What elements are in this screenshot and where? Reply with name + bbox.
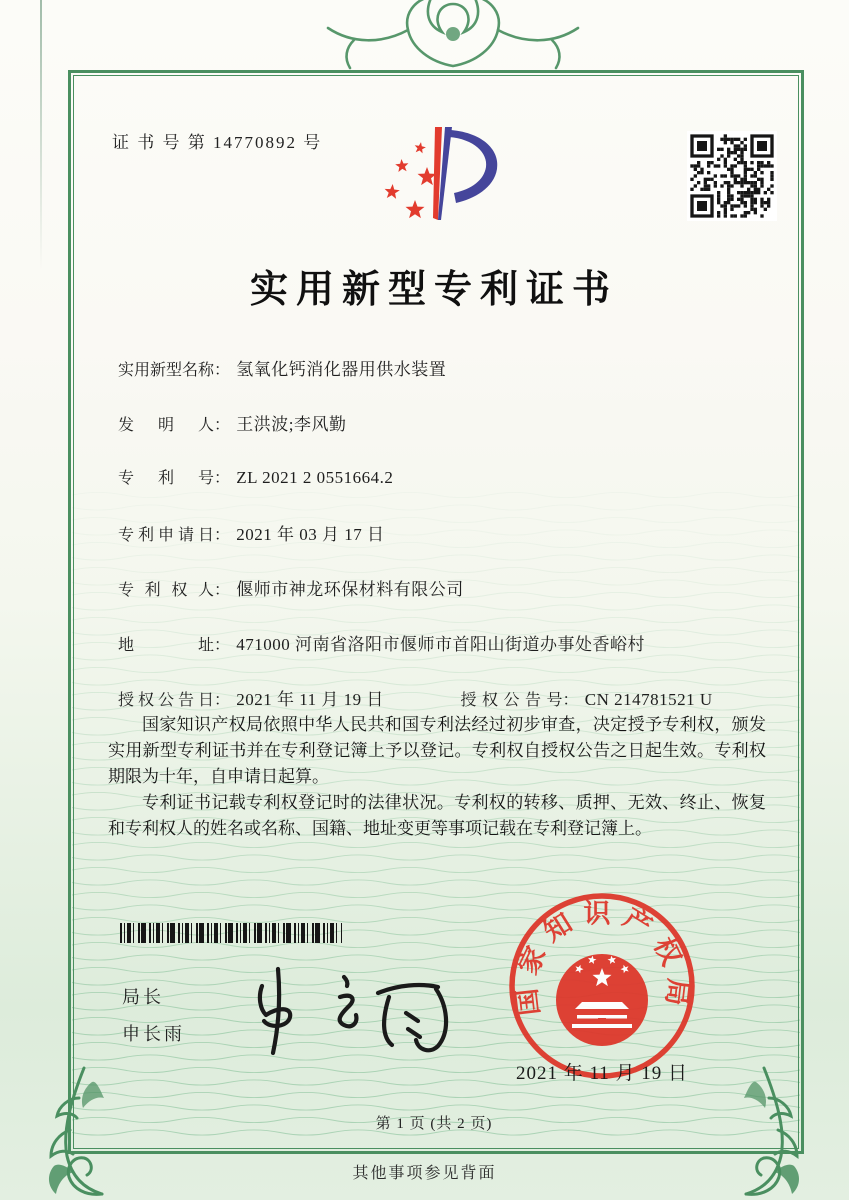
officer-title: 局长 [122, 987, 164, 1007]
barcode [120, 923, 342, 943]
field-row-grant [118, 685, 778, 710]
qr-code [687, 131, 777, 221]
field-value-inventors: 王洪波;李风勤 [236, 415, 347, 434]
colon: ： [214, 470, 231, 487]
field-value-address: 471000 河南省洛阳市偃师市首阳山街道办事处香峪村 [236, 635, 646, 654]
colon: ： [214, 637, 231, 654]
certificate-number: 证 书 号 第 14770892 号 [112, 133, 323, 152]
seal-text: 国家知识产权局 [510, 898, 694, 1018]
legal-paragraph-1: 国家知识产权局依照中华人民共和国专利法经过初步审查，决定授予专利权，颁发实用新型专利证书并在专利登记簿上予以登记。专利权自授权公告之日起生效。专利权期限为十年，自申请日起算。 [108, 715, 766, 786]
field-value-patent-number: ZL 2021 2 0551664.2 [236, 468, 394, 487]
back-side-note: 其他事项参见背面 [352, 1165, 497, 1182]
cnipa-logo-icon [372, 120, 527, 235]
page-number: 第 1 页 (共 2 页) [375, 1116, 493, 1132]
officer-name: 申长雨 [122, 1024, 185, 1044]
certificate-title: 实用新型专利证书 [249, 269, 618, 311]
field-row-patentee [118, 575, 778, 600]
field-row-patent-number [118, 465, 778, 490]
field-row-name [118, 355, 778, 380]
field-label: 实用新型名称 [118, 362, 215, 379]
field-value-grant-number: CN 214781521 U [584, 690, 713, 709]
field-value-grant-date: 2021 年 11 月 19 日 [236, 690, 384, 709]
colon: ： [214, 527, 231, 544]
field-row-inventor [118, 410, 778, 435]
field-row-address [118, 630, 778, 655]
field-value-patentee: 偃师市神龙环保材料有限公司 [236, 580, 464, 599]
fields-block [118, 355, 778, 740]
field-row-filing-date [118, 520, 778, 545]
national-emblem-icon [556, 954, 648, 1046]
colon: ： [214, 582, 231, 599]
colon: ： [214, 362, 231, 379]
colon: ： [214, 417, 231, 434]
field-label: 授权公告日 [118, 692, 214, 709]
field-label: 发明人 [118, 417, 214, 434]
field-label-grant-number: 授权公告号 [460, 692, 563, 709]
field-label: 地址 [118, 637, 214, 654]
signature [240, 962, 460, 1057]
legal-text-block [108, 712, 766, 842]
field-label: 专利权人 [118, 582, 214, 599]
colon: ： [214, 692, 231, 709]
seal-date: 2021 年 11 月 19 日 [516, 1063, 689, 1084]
legal-paragraph-2: 专利证书记载专利权登记时的法律状况。专利权的转移、质押、无效、终止、恢复和专利权人的姓名或名称、国籍、地址变更等事项记载在专利登记簿上。 [108, 793, 766, 838]
colon: ： [562, 692, 579, 709]
field-value-filing-date: 2021 年 03 月 17 日 [236, 525, 385, 544]
field-label: 专利号 [118, 470, 214, 487]
field-label: 专利申请日 [118, 527, 214, 544]
field-value-utility-model-name: 氢氧化钙消化器用供水装置 [236, 360, 447, 379]
